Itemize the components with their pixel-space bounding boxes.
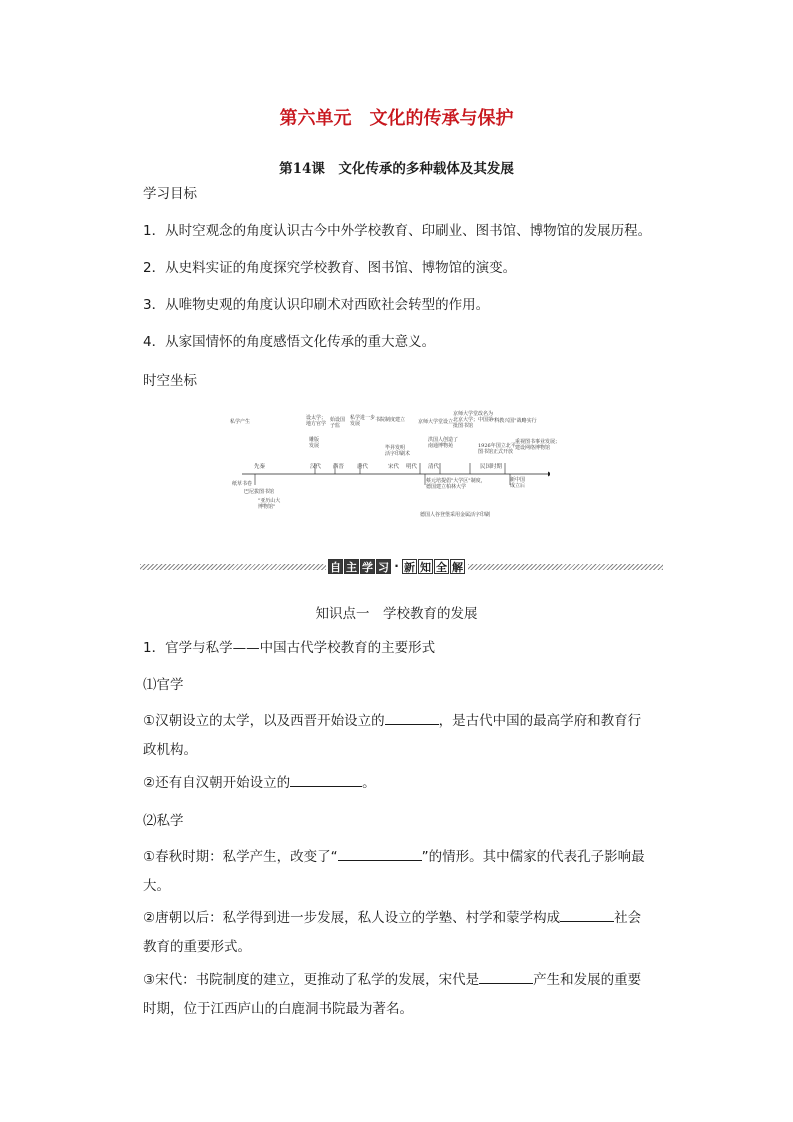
timeline-note: 洪国人创造了 南通博物苑 — [428, 437, 459, 449]
timeline-note: 1926年国立北平 图书馆正式开放 — [478, 443, 516, 455]
objective-item: 1．从时空观念的角度认识古今中外学校教育、印刷业、图书馆、博物馆的发展历程。 — [143, 223, 652, 239]
timeline-note: 纸草书卷 — [232, 481, 253, 487]
banner-char: 习 — [378, 561, 389, 574]
timeline-note: 书院制度建立 — [375, 417, 406, 423]
text: 。 — [362, 775, 376, 791]
axis-label: 清代 — [428, 464, 440, 470]
banner-char: 解 — [452, 561, 463, 574]
fill-blank[interactable] — [338, 846, 422, 861]
timeline-note: 始设国 子监 — [330, 417, 346, 429]
sixue-label: ⑵私学 — [143, 813, 184, 829]
timeline-note: 德国人谷登堡采用金属活字印刷 — [420, 512, 491, 518]
text: ③宋代：书院制度的建立，更推动了私学的发展，宋代是 — [143, 972, 480, 988]
fill-blank[interactable] — [290, 772, 362, 787]
timeline-note: 设太学； 地方官学 — [306, 415, 327, 427]
banner-separator: · — [394, 559, 399, 573]
text: ”的情形。其中儒家的代表孔子影响最大。 — [143, 849, 645, 894]
timeline-note: 雕版 发展 — [309, 437, 320, 449]
section-title: 知识点一 学校教育的发展 — [315, 606, 478, 622]
timeline-note: 毕昇发明 活字印刷术 — [385, 445, 411, 457]
banner-char: 知 — [420, 561, 431, 574]
banner-char: 主 — [346, 561, 357, 574]
sixue-item-3 — [143, 966, 653, 1024]
timeline-note: 私学进一步 发展 — [350, 415, 376, 427]
timeline-note: 私学产生 — [230, 419, 251, 425]
text: ②唐朝以后：私学得到进一步发展，私人设立的学塾、村学和蒙学构成 — [143, 910, 561, 926]
fill-blank[interactable] — [479, 969, 533, 984]
lesson-title: 第14课 文化传承的多种载体及其发展 — [279, 161, 514, 177]
fill-blank[interactable] — [385, 710, 439, 725]
banner-stripe-left — [140, 564, 326, 570]
timeline-note: 京师大学堂改名为 北京大学；中国第一 批图书馆 — [453, 411, 499, 429]
guanxue-item-2 — [143, 769, 653, 798]
banner-char: 自 — [330, 561, 341, 574]
axis-label: 民国时期 — [480, 464, 503, 470]
objective-item: 2．从史料实证的角度探究学校教育、图书馆、博物馆的演变。 — [143, 260, 517, 276]
unit-title: 第六单元 文化的传承与保护 — [279, 108, 514, 129]
banner-char: 新 — [404, 561, 415, 574]
axis-label: 明代 — [406, 464, 418, 470]
timeline-heading: 时空坐标 — [143, 373, 197, 389]
objective-item: 4．从家国情怀的角度感悟文化传承的重大意义。 — [143, 334, 436, 350]
text: ，是古代中国的最高学府和教育行政机构。 — [143, 713, 642, 758]
banner-stripe-right — [468, 564, 663, 570]
timeline-note: "科教兴国"战略实行 — [492, 418, 537, 424]
text: 产生和发展的重要时期，位于江西庐山的白鹿洞书院最为著名。 — [143, 972, 642, 1017]
timeline-note: 巴尼拔图书馆 — [244, 489, 275, 495]
timeline-note: "亚历山大 博物馆" — [258, 498, 281, 510]
sixue-item-1 — [143, 843, 653, 901]
sixue-item-2 — [143, 904, 653, 962]
text: ②还有自汉朝开始设立的 — [143, 775, 291, 791]
timeline-note: 新中国 成立后 — [510, 477, 526, 489]
axis-label: 宋代 — [388, 464, 400, 470]
banner-char: 全 — [436, 561, 447, 574]
axis-label: 唐代 — [357, 464, 369, 470]
section-subheading: 1．官学与私学——中国古代学校教育的主要形式 — [143, 640, 436, 656]
text: 社会教育的重要形式。 — [143, 910, 642, 955]
banner-char: 学 — [362, 561, 373, 574]
timeline-note: 京师大学堂设立 — [418, 419, 454, 425]
section-banner — [140, 559, 663, 575]
guanxue-label: ⑴官学 — [143, 677, 184, 693]
text: ①汉朝设立的太学，以及西晋开始设立的 — [143, 713, 385, 729]
text: ①春秋时期：私学产生，改变了“ — [143, 849, 338, 865]
objective-item: 3．从唯物史观的角度认识印刷术对西欧社会转型的作用。 — [143, 297, 490, 313]
timeline-figure — [230, 405, 561, 525]
axis-label: 先秦 — [254, 464, 266, 470]
timeline-note: 蔡元培提倡"大学区"制度， 德国建立柏林大学 — [426, 478, 486, 490]
axis-label: 汉代 — [310, 464, 322, 470]
objectives-heading: 学习目标 — [143, 186, 197, 202]
fill-blank[interactable] — [560, 907, 614, 922]
guanxue-item-1 — [143, 707, 653, 765]
axis-label: 西晋 — [333, 464, 345, 470]
timeline-note: 重视图书事业发展； 建设网络博物馆 — [515, 439, 561, 451]
